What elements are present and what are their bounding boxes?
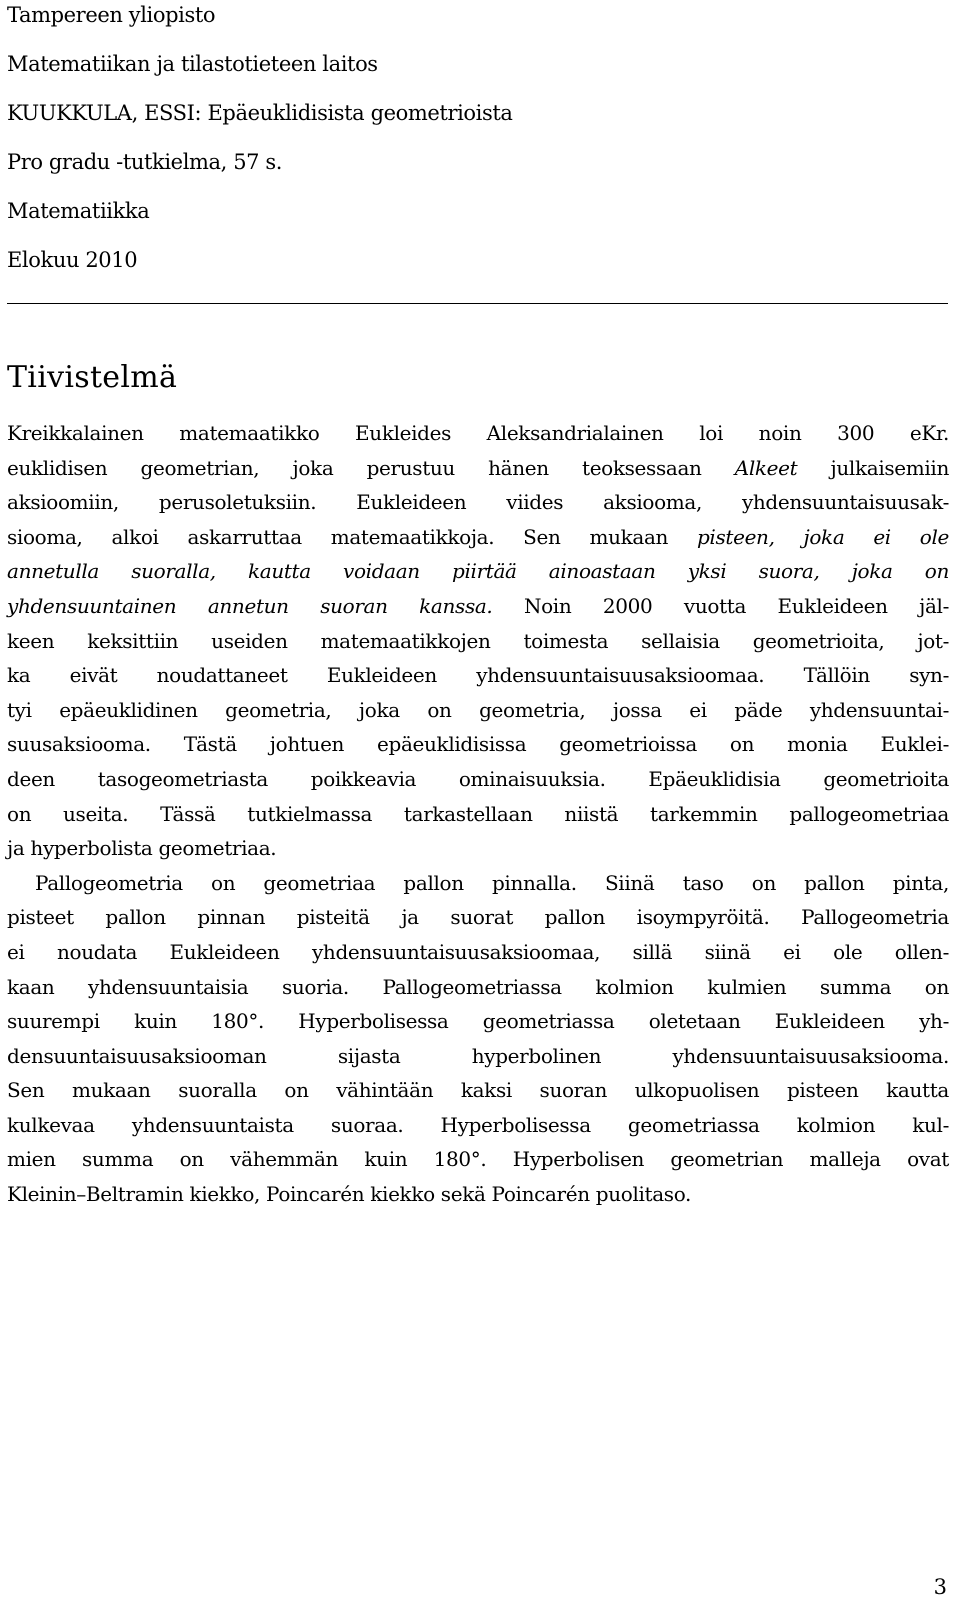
italic-phrase: annetulla suoralla, kautta voidaan piirtää ainoastaan yksi suora, joka on [7,559,949,584]
abstract-line: pisteet pallon pinnan pisteitä ja suorat pallon isoympyröitä. Pallogeometria [7,905,949,930]
abstract-body [7,416,949,1212]
department-name: Matematiikan ja tilastotieteen laitos [7,52,378,76]
abstract-line: Pallogeometria on geometriaa pallon pinnalla. Siinä taso on pallon pinta, [35,870,949,895]
thesis-info-block [7,0,947,294]
abstract-line: kaan yhdensuuntaisia suoria. Pallogeometriassa kolmion kulmien summa on [7,974,949,999]
abstract-line: deen tasogeometriasta poikkeavia ominaisuuksia. Epäeuklidisia geometrioita [7,766,949,791]
subject: Matematiikka [7,199,150,223]
abstract-line: aksioomiin, perusoletuksiin. Eukleideen viides aksiooma, yhdensuuntaisuusak- [7,490,949,515]
abstract-line: densuuntaisuusaksiooman sijasta hyperbolinen yhdensuuntaisuusaksiooma. [7,1043,949,1068]
abstract-line: ja hyperbolista geometriaa. [7,836,277,861]
abstract-line: Kreikkalainen matemaatikko Eukleides Aleksandrialainen loi noin 300 eKr. [7,421,949,445]
italic-phrase: yhdensuuntainen annetun suoran kanssa. [7,593,493,618]
italic-phrase: Alkeet [734,455,798,480]
abstract-line: mien summa on vähemmän kuin 180°. Hyperbolisen geometrian malleja ovat [7,1147,949,1172]
abstract-line: yhdensuuntainen annetun suoran kanssa. Noin 2000 vuotta Eukleideen jäl- [7,593,949,618]
abstract-line: suusaksiooma. Tästä johtuen epäeuklidisissa geometrioissa on monia Euklei- [7,732,949,757]
abstract-line: suurempi kuin 180°. Hyperbolisessa geometriassa oletetaan Eukleideen yh- [7,1009,949,1034]
abstract-line: ka eivät noudattaneet Eukleideen yhdensuuntaisuusaksioomaa. Tällöin syn- [7,663,949,688]
abstract-line: tyi epäeuklidinen geometria, joka on geometria, jossa ei päde yhdensuuntai- [7,697,949,722]
abstract-line: keen keksittiin useiden matemaatikkojen toimesta sellaisia geometrioita, jot- [7,628,949,653]
author-and-title: KUUKKULA, ESSI: Epäeuklidisista geometrioista [7,101,513,125]
abstract-heading: Tiivistelmä [7,360,178,395]
abstract-line: Sen mukaan suoralla on vähintään kaksi suoran ulkopuolisen pisteen kautta [7,1078,949,1103]
abstract-line: Kleinin–Beltramin kiekko, Poincarén kiekko sekä Poincarén puolitaso. [7,1182,692,1207]
horizontal-rule [7,303,948,304]
university-name: Tampereen yliopisto [7,3,216,27]
abstract-line [7,554,949,589]
thesis-type-and-pages: Pro gradu -tutkielma, 57 s. [7,150,283,174]
abstract-line: euklidisen geometrian, joka perustuu hänen teoksessaan Alkeet julkaisemiin [7,455,950,480]
italic-phrase: pisteen, joka ei ole [696,524,949,549]
abstract-line: siooma, alkoi askarruttaa matemaatikkoja. Sen mukaan pisteen, joka ei ole [7,524,949,549]
abstract-line: ei noudata Eukleideen yhdensuuntaisuusaksioomaa, sillä siinä ei ole ollen- [7,939,949,964]
page-number: 3 [933,1575,947,1599]
abstract-line: on useita. Tässä tutkielmassa tarkastellaan niistä tarkemmin pallogeometriaa [7,801,949,826]
abstract-line: kulkevaa yhdensuuntaista suoraa. Hyperbolisessa geometriassa kolmion kul- [7,1112,949,1137]
date: Elokuu 2010 [7,248,138,272]
